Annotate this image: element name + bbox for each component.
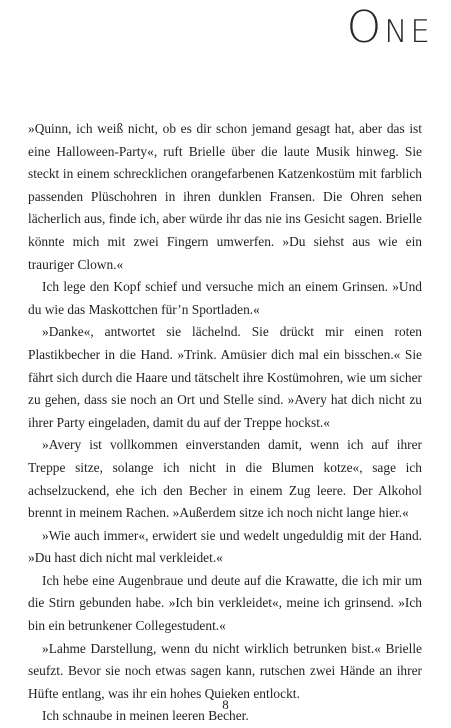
paragraph-7: »Lahme Darstellung, wenn du nicht wirklich betrunken bist.« Brielle seufzt. Bevor sie noch etwas sagen kann, rutschen zwei Hände an ihrer Hüfte entlang, was ihr ein hohes Quieken entlockt. [28, 640, 422, 701]
paragraph-5: »Wie auch immer«, erwidert sie und wedelt ungeduldig mit der Hand. »Du hast dich nicht mal verkleidet.« [28, 527, 422, 566]
body-text [28, 118, 422, 728]
paragraph-8: Ich schnaube in meinen leeren Becher. [42, 708, 249, 724]
paragraph-2: Ich lege den Kopf schief und versuche mich an einem Grinsen. »Und du wie das Maskottchen für’n Sportladen.« [28, 279, 422, 317]
paragraph-4: »Avery ist vollkommen einverstanden damit, wenn ich auf ihrer Treppe sitze, solange ich nicht in die Blumen kotze«, sage ich achselzuckend, ehe ich den Becher in einem Zug leere. Der Alkohol brennt in meinem Rachen. »Außerdem sitze ich noch nicht lange hier.« [28, 437, 422, 521]
chapter-title: One [346, 2, 433, 53]
page-number: 8 [222, 697, 229, 712]
paragraph-1: »Quinn, ich weiß nicht, ob es dir schon jemand gesagt hat, aber das ist eine Halloween-Party«, ruft Brielle über die laute Musik hinweg. Sie steckt in einem schrecklichen orangefarbenen Katzenkostüm mit farblich passenden Plüschohren in ihren dunklen Fransen. Die Ohren sehen lächerlich aus, finde ich, aber würde ihr das nie ins Gesicht sagen. Brielle könnte mich mit zwei Fingern umwerfen. »Du siehst aus wie ein trauriger Clown.« [28, 121, 422, 272]
paragraph-6: Ich hebe eine Augenbraue und deute auf die Krawatte, die ich mir um die Stirn gebunden habe. »Ich bin verkleidet«, meine ich grinsend. »Ich bin ein betrunkener Collegestudent.« [28, 572, 422, 634]
paragraph-3: »Danke«, antwortet sie lächelnd. Sie drückt mir einen roten Plastikbecher in die Hand. »Trink. Amüsier dich mal ein bisschen.« Sie fährt sich durch die Haare und tätschelt ihre Kostümohren, wie um sicher zu gehen, dass sie noch an Ort und Stelle sind. »Avery hat dich nicht zu ihrer Party eingeladen, damit du auf der Treppe hockst.« [28, 324, 422, 430]
